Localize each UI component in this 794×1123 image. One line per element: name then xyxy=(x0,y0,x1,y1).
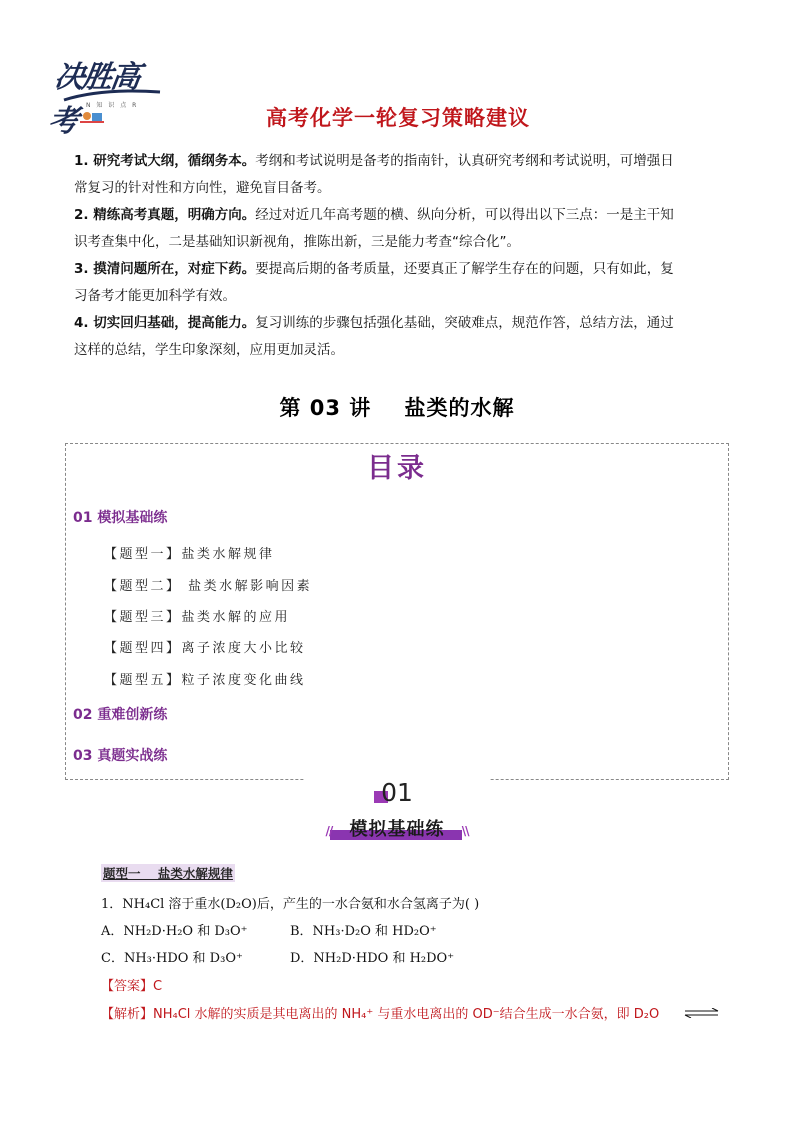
logo-text: 决胜高考 xyxy=(45,60,142,139)
advice-4 xyxy=(74,310,724,364)
advice-2-text: 经过对近几年高考题的横、纵向分析，可以得出以下三点：一是主干知 xyxy=(255,207,674,223)
question-type-label: 题型一 盐类水解规律 xyxy=(103,866,233,881)
advice-2-text-cont: 识考查集中化，二是基础知识新视角，推陈出新，三是能力考查“综合化”。 xyxy=(74,234,520,250)
toc-item-1[interactable]: 【题型一】盐类水解规律 xyxy=(104,547,275,562)
advice-4-heading: 4. 切实回归基础，提高能力。 xyxy=(74,315,256,331)
advice-3-text: 要提高后期的备考质量，还要真正了解学生存在的问题，只有如此，复 xyxy=(255,261,674,277)
question-stem: 1．NH₄Cl 溶于重水(D₂O)后，产生的一水合氨和水合氢离子为( ) xyxy=(101,897,480,912)
answer: 【答案】C xyxy=(101,979,163,994)
advice-1 xyxy=(74,148,724,202)
advice-2-heading: 2. 精练高考真题，明确方向。 xyxy=(74,207,256,223)
advice-1-text-cont: 常复习的针对性和方向性，避免盲目备考。 xyxy=(74,180,331,196)
option-a[interactable]: A．NH₂D·H₂O 和 D₃O⁺ xyxy=(101,924,248,939)
toc-title: 目录 xyxy=(367,453,427,484)
advice-4-text-cont: 这样的总结，学生印象深刻，应用更加灵活。 xyxy=(74,342,344,358)
toc-item-4[interactable]: 【题型四】离子浓度大小比较 xyxy=(104,641,306,656)
option-d[interactable]: D．NH₂D·HDO 和 H₂DO⁺ xyxy=(290,951,455,966)
advice-1-text: 考纲和考试说明是备考的指南针，认真研究考纲和考试说明，可增强日 xyxy=(255,153,674,169)
toc-section-2[interactable]: 02 重难创新练 xyxy=(73,707,168,723)
equilibrium-arrow-icon xyxy=(684,1008,720,1018)
left-deco: // xyxy=(325,824,333,838)
toc-item-5[interactable]: 【题型五】粒子浓度变化曲线 xyxy=(104,673,306,688)
option-c[interactable]: C．NH₃·HDO 和 D₃O⁺ xyxy=(101,951,243,966)
advice-1-heading: 1. 研究考试大纲，循纲务本。 xyxy=(74,153,256,169)
toc-section-3[interactable]: 03 真题实战练 xyxy=(73,748,168,764)
section-number: 01 xyxy=(381,778,413,807)
toc-item-3[interactable]: 【题型三】盐类水解的应用 xyxy=(104,610,291,625)
advice-3-heading: 3. 摸清问题所在，对症下药。 xyxy=(74,261,256,277)
right-deco: \\ xyxy=(461,824,469,838)
page-title: 高考化学一轮复习策略建议 xyxy=(266,106,530,130)
advice-4-text: 复习训练的步骤包括强化基础，突破难点，规范作答，总结方法，通过 xyxy=(255,315,674,331)
advice-3-text-cont: 习备考才能更加科学有效。 xyxy=(74,288,236,304)
section-banner xyxy=(0,815,794,841)
advice-2 xyxy=(74,202,724,256)
option-b[interactable]: B．NH₃·D₂O 和 HD₂O⁺ xyxy=(290,924,437,939)
lecture-title: 第 03 讲 盐类的水解 xyxy=(279,396,515,420)
advice-3 xyxy=(74,256,724,310)
toc-item-2[interactable]: 【题型二】 盐类水解影响因素 xyxy=(104,579,313,594)
toc-section-1[interactable]: 01 模拟基础练 xyxy=(73,510,168,526)
analysis: 【解析】NH₄Cl 水解的实质是其电离出的 NH₄⁺ 与重水电离出的 OD⁻结合生成一水合氨，即 D₂O xyxy=(101,1007,660,1022)
logo-subtext: N 知 识 点 R xyxy=(86,102,139,109)
section-name: 模拟基础练 xyxy=(349,819,445,840)
